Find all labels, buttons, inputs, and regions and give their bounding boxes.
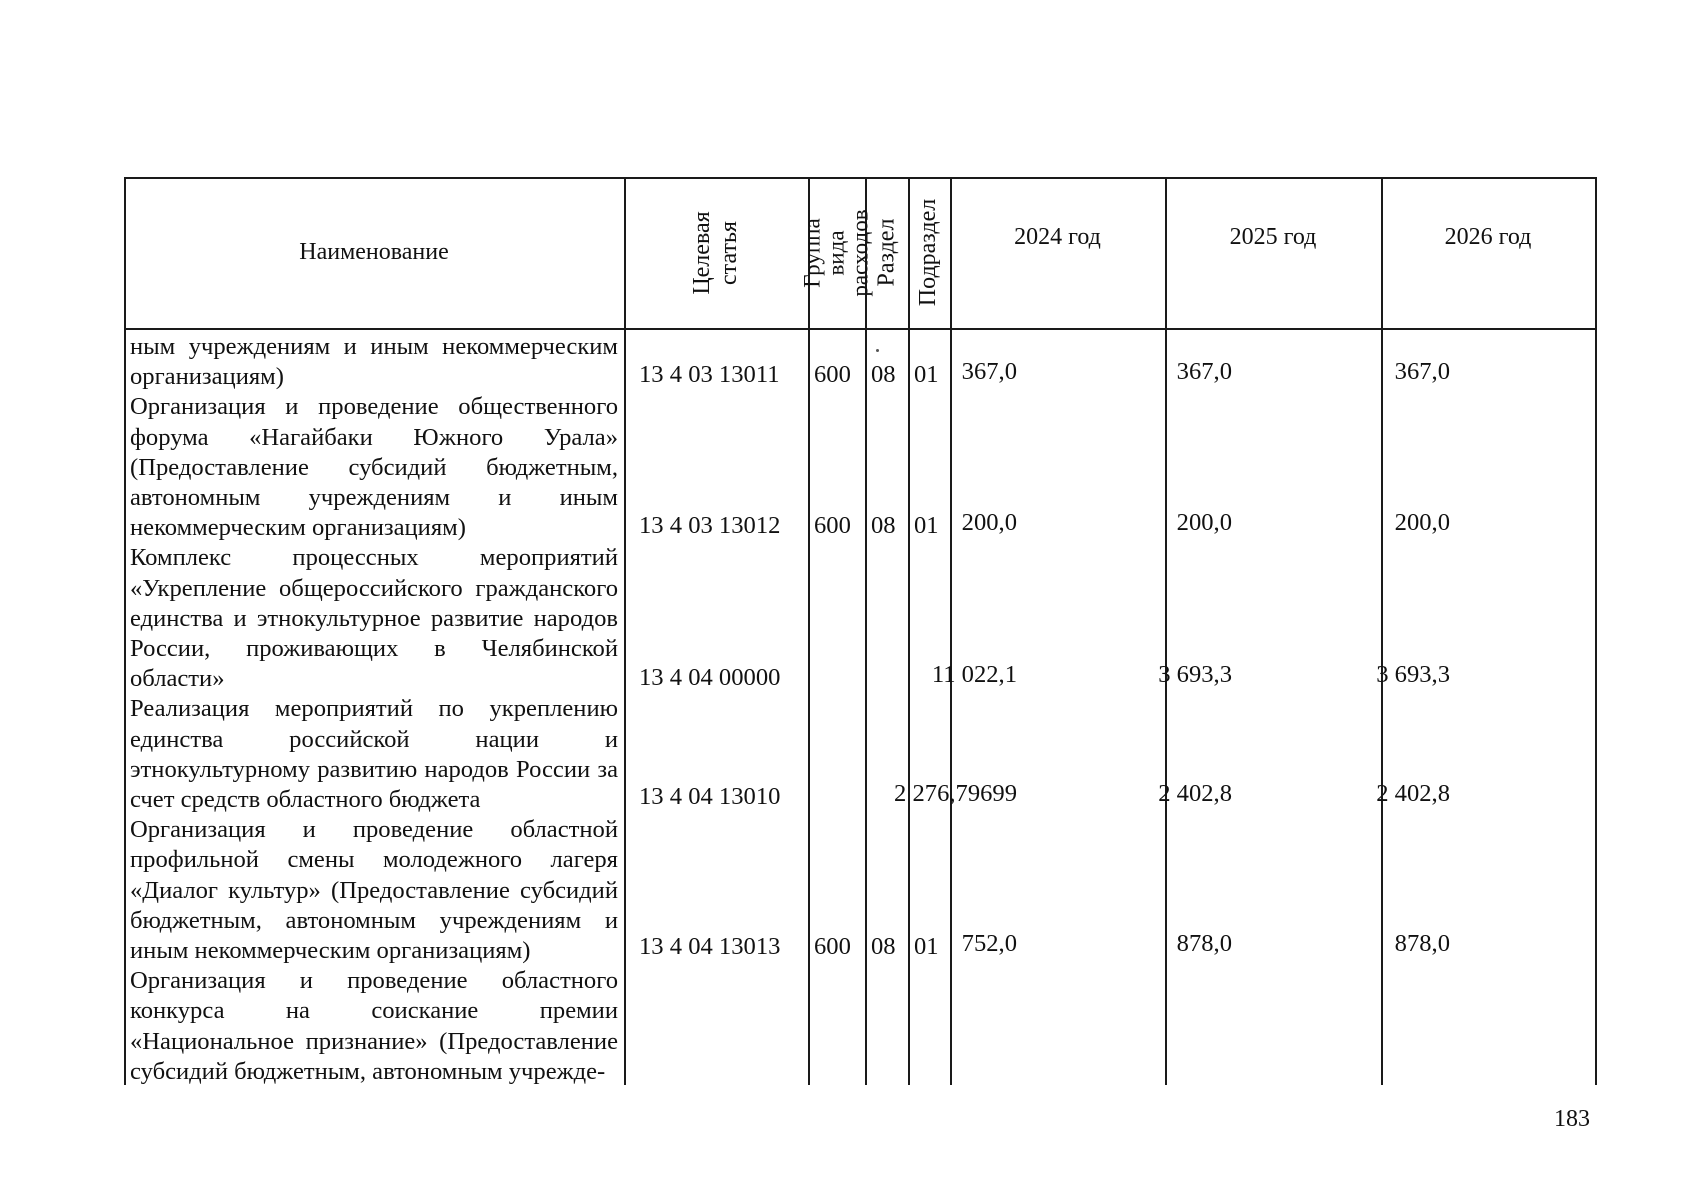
row-code: 13 4 03 13011 xyxy=(639,361,780,388)
header-group xyxy=(799,177,873,328)
page-number: 183 xyxy=(1554,1106,1590,1132)
header-name-label: Наименование xyxy=(299,239,449,265)
row-code: 13 4 04 00000 xyxy=(639,664,781,691)
row-value-2024: 200,0 xyxy=(961,509,1017,536)
header-2026 xyxy=(1381,177,1595,328)
row-value-2024: 367,0 xyxy=(961,358,1017,385)
header-separator xyxy=(124,328,1597,330)
header-code-label: Целевая статья xyxy=(689,210,742,295)
name-paragraph: Организация и проведение областного конкурса на соискание премии «Национальное признание» (Предоставление субсидий бюджетным, автономным учрежде- xyxy=(130,967,618,1085)
row-value-2025: 367,0 xyxy=(1176,358,1232,385)
row-code: 13 4 04 13010 xyxy=(639,783,781,810)
row-value-2026: 878,0 xyxy=(1394,930,1450,957)
row-value-2026: 367,0 xyxy=(1394,358,1450,385)
row-subsection: 01 xyxy=(914,512,939,539)
name-paragraph: Организация и проведение общественного форума «Нагайбаки Южного Урала» (Предоставление субсидий бюджетным, автономным учреждениям и иным некоммерческим организациям) xyxy=(130,393,618,542)
header-2024-label: 2024 год xyxy=(1014,224,1101,250)
row-subsection: 01 xyxy=(914,361,939,388)
row-value-2026: 200,0 xyxy=(1394,509,1450,536)
row-group: 600 xyxy=(814,512,851,539)
row-value-2024: 2 276,79699 xyxy=(894,780,1017,807)
header-group-label: Группа вида расходов xyxy=(799,208,873,297)
row-section: 08 xyxy=(871,361,896,388)
row-value-2024: 752,0 xyxy=(961,930,1017,957)
name-paragraph: ным учреждениям и иным некоммерческим организациям) xyxy=(130,333,618,391)
header-subsection-label: Подраздел xyxy=(915,198,942,307)
header-2025-label: 2025 год xyxy=(1229,224,1317,250)
header-2025 xyxy=(1165,177,1381,328)
row-value-2024: 11 022,1 xyxy=(931,661,1017,688)
row-value-2025: 3 693,3 xyxy=(1158,661,1232,688)
header-section xyxy=(865,177,908,328)
budget-table xyxy=(124,177,1597,1085)
header-code xyxy=(624,177,808,328)
row-code: 13 4 03 13012 xyxy=(639,512,781,539)
col-border-right xyxy=(1595,177,1597,1085)
row-value-2025: 200,0 xyxy=(1176,509,1232,536)
name-paragraph: Организация и проведение областной профильной смены молодежного лагеря «Диалог культур» (Предоставление субсидий бюджетным, автономным учреждениям и иным некоммерческим организациям) xyxy=(130,816,618,965)
row-section: 08 xyxy=(871,512,896,539)
header-2024 xyxy=(950,177,1165,328)
header-section-label: Раздел xyxy=(873,218,900,287)
name-column xyxy=(130,332,618,1087)
row-value-2026: 2 402,8 xyxy=(1376,780,1450,807)
row-code: 13 4 04 13013 xyxy=(639,933,781,960)
name-paragraph: Реализация мероприятий по укреплению единства российской нации и этнокультурному развитию народов России за счет средств областного бюджета xyxy=(130,695,618,814)
name-paragraph: Комплекс процессных мероприятий «Укрепление общероссийского гражданского единства и этнокультурное развитие народов России, проживающих в Челябинской области» xyxy=(130,544,618,693)
header-subsection xyxy=(908,177,950,328)
row-value-2025: 878,0 xyxy=(1176,930,1232,957)
row-value-2026: 3 693,3 xyxy=(1376,661,1450,688)
row-group: 600 xyxy=(814,361,851,388)
scan-speck xyxy=(876,349,879,352)
row-value-2025: 2 402,8 xyxy=(1158,780,1232,807)
header-2026-label: 2026 год xyxy=(1444,224,1532,250)
header-name xyxy=(124,177,624,328)
row-group: 600 xyxy=(814,933,851,960)
row-subsection: 01 xyxy=(914,933,939,960)
row-section: 08 xyxy=(871,933,896,960)
